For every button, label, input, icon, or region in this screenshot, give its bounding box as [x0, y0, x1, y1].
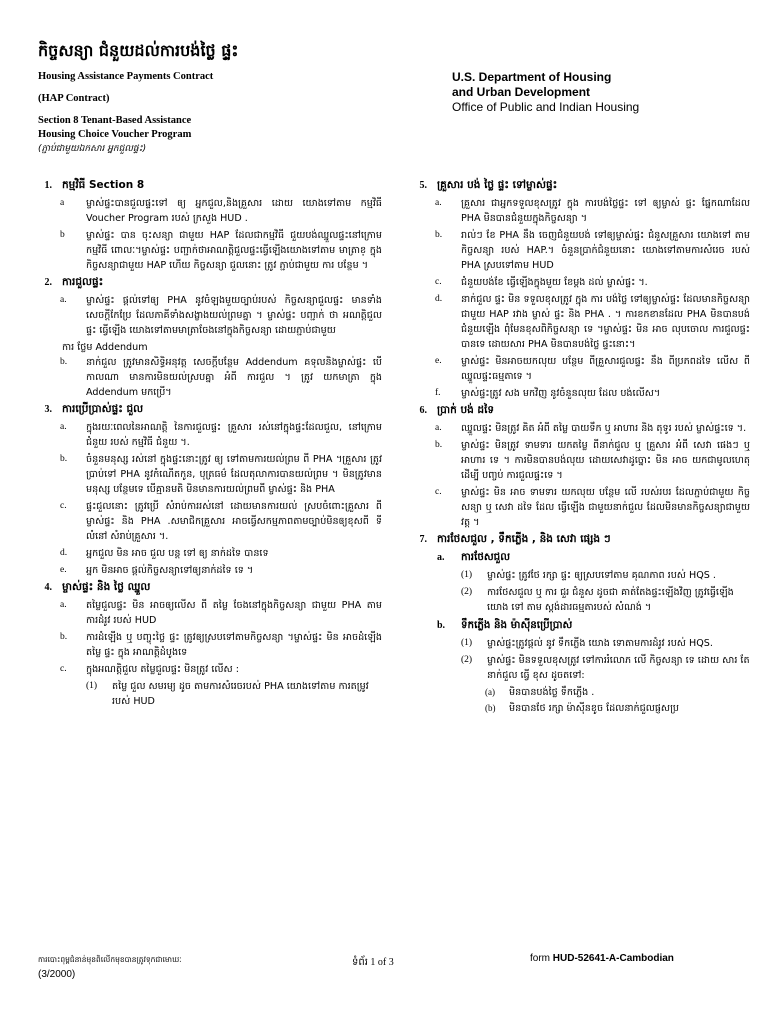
section-5-a: a. គ្រួសារ ជាអ្នកទទួលខុសត្រូវ ក្នុង ការបង់ថ្លៃផ្ទះ ទៅ ឲ្យម្ចាស់ ផ្ទះ ផ្នែកណាដែល PHA មិនបានជំនួយក្នុងកិច្ចសន្យា ។ [435, 198, 750, 224]
section-7-a-1: (1) ម្ចាស់ផ្ទះ ត្រូវថែ រក្សា ផ្ទះ ឲ្យស្របទៅតាម គុណភាព របស់ HQS . [461, 570, 716, 581]
contract-name: Housing Assistance Payments Contract [38, 71, 214, 82]
contract-header [38, 70, 338, 156]
form-prefix: form [530, 953, 550, 964]
right-column [405, 178, 750, 717]
section-3-e: e. អ្នក មិនអាច ផ្តល់កិច្ចសន្យាទៅឲ្យនាក់ដទៃ ទេ ។ [60, 565, 254, 576]
section-2-a: a. ម្ចាស់ផ្ទះ ផ្តល់ទៅឲ្យ PHA នូវចំឡងមួយច្បាប់របស់ កិច្ចសន្យាជួលផ្ទះ មានទាំងសេចក្តីកែប្រែ ដែលភាគីទាំងសង្ខាងយល់ព្រមគ្នា ។ ម្ចាស់ផ្ទះ បញ្ជាក់ ថា អណត្តិជួលផ្ទះ ធ្វើឡើង យោងទៅតាមមាត្រាចែងនៅក្នុងកិច្ចសន្យា ដោយភ្ជាប់ជាមួយ [60, 295, 382, 336]
department-line-1: U.S. Department of Housing [452, 70, 612, 84]
section-7-b-1: (1) ម្ចាស់ផ្ទះត្រូវផ្តល់ នូវ ទឹកភ្លើង យោង ទោតាមការដំរូវ របស់ HQS. [461, 638, 713, 649]
section-4-c: c. ក្នុងអណត្តិជួល តម្លៃជួលផ្ទះ មិនត្រូវ លើស : [60, 664, 239, 675]
section-7-b-2-b: (b) មិនបានថែ រក្សា ម៉ាស៊ីនខូច ដែលនាក់ជួលផ្ញសប្រ [485, 703, 680, 714]
department-office: Office of Public and Indian Housing [452, 100, 640, 114]
left-column [30, 178, 382, 711]
page-number [352, 955, 394, 970]
section-5-c: c. ជំនួយបង់ខែ ធ្វើឡើងក្នុងមួយ ខែម្តង ដល់ ម្ចាស់ផ្ទះ ។. [435, 277, 648, 288]
section-4-c-1: (1) តម្លៃ ជួល សមរម្យ ដូច តាមការសំរេចរបស់ PHA យោងទៅតាម ការតម្រូវ របស់ HUD [86, 681, 369, 707]
page-label: ទំព័រ [352, 957, 368, 968]
section-7-a-heading: a. ការថែសជួល [437, 551, 511, 563]
footer-date: (3/2000) [38, 969, 76, 980]
section-5-heading: 5. គ្រួសារ បង់ ថ្លៃ ផ្ទះ ទៅម្ចាស់ផ្ទះ [419, 179, 558, 191]
section-4-b: b. ការដំឡើង ឬ បញ្ចុះថ្លៃ ផ្ទះ ត្រូវឲ្យស្របទៅតាមកិច្ចសន្យា ។ម្ចាស់ផ្ទះ មិន អាចដំឡើង តម្លៃ ផ្ទះ ក្នុង អាណត្តិដំបូងទេ [60, 632, 382, 658]
section-1-heading: 1. កម្មវិធី Section 8 [44, 179, 145, 191]
department-line-2: and Urban Development [452, 85, 591, 99]
section-7-b-2-a: (a) មិនបានបង់ថ្លៃ ទឹកភ្លើង . [485, 687, 595, 698]
section-5-b: b. រាល់ៗ ខែ PHA នឹង ចេញជំនួយបង់ ទៅឲ្យម្ចាស់ផ្ទះ ជំនួសគ្រួសារ យោងទៅ តាម កិច្ចសន្យា របស់ HAP.។ ចំនួនប្រាក់ជំនួយនោះ យោងទៅតាមការសំរេច របស់ PHA ស្របទៅតាម HUD [435, 230, 750, 271]
section-4-heading: 4. ម្ចាស់ផ្ទះ និង ថ្លៃ ឈ្នួល [44, 581, 151, 593]
document-title: កិច្ចសន្យា ជំនួយដល់ការបង់ថ្លៃ ផ្ទះ [38, 41, 239, 60]
program-note: (ភ្ជាប់ជាមួយឯកសារ អ្នកជួលផ្ទះ) [38, 144, 147, 154]
section-3-b: b. ចំនួនមនុស្ស រស់នៅ ក្នុងផ្ទះនោះត្រូវ ឲ្យ ទៅតាមការយល់ព្រម ពី PHA ។គ្រួសារ ត្រូវ ប្រាប់ទៅ PHA នូវកំណើតកូន, បុត្រធម៌ ដែលតុលាការបានយល់ព្រម ។ មិនត្រូវមានមនុស្ស បន្ថែមទេ បើគ្មានមតិ មិនមានការយល់ព្រមពី ម្ចាស់ផ្ទះ និង PHA [60, 454, 382, 495]
section-7-heading: 7. ការថែសជួល , ទឹកភ្លើង , និង សេវា ផ្សេង ៗ [419, 533, 611, 545]
page-value: 1 of 3 [370, 957, 394, 968]
section-5-f: f. ម្ចាស់ផ្ទះត្រូវ សង មកវិញ នូវចំនួនលុយ ដែល បង់លើស។ [435, 388, 661, 399]
department-header [452, 70, 752, 115]
section-6-heading: 6. ប្រាក់ បង់ ដទៃ [419, 404, 495, 416]
section-7-b-heading: b. ទឹកភ្លើង និង ម៉ាស៊ីនប្រើប្រាស់ [437, 619, 573, 631]
section-1-b: b ម្ចាស់ផ្ទះ បាន ចុះសន្យា ជាមួយ HAP ដែលជាកម្មវិធី ជួយបង់ឈ្នួលផ្ទះនៅក្រោមកម្មវិធី ពោលៈ។ម្ចាស់ផ្ទះ បញ្ជាក់ថាអាណត្តិជួលផ្ទះធ្វើឡើងយោងទៅតាម មាត្រាខ្ ក្នុងកិច្ចសន្យាជាមួយ HAP ហើយ កិច្ចសន្យា ជួលនោះ ត្រូវ ភ្ជាប់ជាមួយ ការ បន្ថែម ។ [60, 230, 382, 271]
section-6-a: a. ឈ្នួលផ្ទះ មិនត្រូវ គិត អំពី តម្លៃ បាយទឹក ឬ អាហារ និង តុទូរ របស់ ម្ចាស់ផ្ទះទេ ។. [435, 423, 747, 434]
section-3-heading: 3. ការប្រើប្រាស់ផ្ទះ ជួល [44, 403, 144, 415]
section-7-b-2: (2) ម្ចាស់ផ្ទះ មិនទទួលខុសត្រូវ ទៅការរំលោភ លើ កិច្ចសន្យា ទេ ដោយ សារ តែ នាក់ជួល ធ្វើ ខុស ដូចតទៅ: [461, 655, 750, 681]
contract-abbr: (HAP Contract) [38, 93, 110, 104]
section-5-d: d. នាក់ជួល ផ្ទះ មិន ទទួលខុសត្រូវ ក្នុង ការ បង់ថ្លៃ ទៅឲ្យម្ចាស់ផ្ទះ ដែលមានកិច្ចសន្យា ជាមួយ HAP រវាង ម្ចាស់ ផ្ទះ និង PHA . ។ ការខកខានដែល PHA មិនបានបង់ជំនួយឡើង ពុំមែនខុសពិកិច្ចសន្យា ទេ ។ម្ចាស់ផ្ទះ មិន អាច លុបចោល ការជួលផ្ទះបានទេ ដោយសារ PHA មិនបានបង់ថ្លៃ ផ្ទះនោះ។ [435, 294, 750, 350]
section-2-a-continued: ការ ថ្លែម Addendum [62, 342, 148, 353]
form-id: HUD-52641-A-Cambodian [552, 953, 674, 964]
section-3-d: d. អ្នកជួល មិន អាច ជួល បន្ត ទៅ ឲ្យ នាក់ដទៃ បានទេ [60, 548, 269, 559]
section-6-b: b. ម្ចាស់ផ្ទះ មិនត្រូវ ទាមទារ យកតម្លៃ ពីនាក់ជួល ឬ គ្រួសារ អំពី សេវា ផេងៗ ឬ អាហារ ទេ ។ ការមិនបានបង់លុយ ដោយសេវាដូច្នោះ មិន អាច យកជាមូលហេតុដើម្បី បញ្ចប់ ការជួលផ្ទះទេ ។ [435, 440, 750, 481]
section-2-heading: 2. ការជួលផ្ទះ [44, 276, 104, 288]
section-1-a: a ម្ចាស់ផ្ទះបានជួលផ្ទះទៅ ឲ្យ អ្នកជួល,និងគ្រួសារ ដោយ យោងទៅតាម កម្មវិធី Voucher Program របស់ ក្រសួង HUD . [60, 198, 382, 224]
footer-note: ការបោះពុម្ពជំនាន់មុនពិលើកមុខបានត្រូវទុកជាមោឃៈ [38, 955, 182, 964]
section-3-c: c. ផ្ទះជួលនោះ ត្រូវប្រើ សំរាប់ការរស់នៅ ដោយមានការយល់ ស្របចំពោះគ្រួសារ ពី ម្ចាស់ផ្ទះ និង PHA .សមាជិកគ្រួសារ អាចធ្វើសកម្មភាពតាមច្បាប់មិនឲ្យខុសពី ទីលំនៅ សំរាប់គ្រួសារ ។. [60, 501, 382, 542]
section-2-b: b. នាក់ជួល ត្រូវមានសិទ្ធិអនុវត្ត សេចក្តីបន្ថែម Addendum គទុលនិងម្ចាស់ផ្ទះ បើកាលណា មានការមិនយល់ស្របគ្នា អំពី ការជួល ។ ត្រូវ យកមាត្រា ក្នុង Addendum មកប្រើ។ [60, 357, 382, 398]
section-4-a: a. តម្លៃជួលផ្ទះ មិន អាចឲ្យលើស ពី តម្លៃ ចែងនៅក្នុងកិច្ចសន្យា ជាមួយ PHA តាមការដំរូវ របស់ HUD [60, 600, 382, 626]
form-number [530, 953, 674, 964]
section-6-c: c. ម្ចាស់ផ្ទះ មិន អាច ទាមទារ យកលុយ បន្ថែម លើ របស់របរ ដែលភ្ជាប់ជាមួយ កិច្ចសន្យា ឬ សេវា ដទៃ ដែល ធ្វើឡើង ជាមួយនាក់ជួល ដែលមិនមានកិច្ចសន្យាជាមួយ វត្ត ។ [435, 487, 750, 528]
section-7-a-2: (2) ការថែសជួល ឬ ការ ជួរ ជំនួស ដូចជា គាត់តែងផ្ទះឡើងវិញ ត្រូវធ្វើឡើង យោង ទៅ តាម ស្តង់ដារធម្មតារបស់ សំណង់ ។ [461, 587, 734, 613]
section-5-e: e. ម្ចាស់ផ្ទះ មិនអាចយកលុយ បន្ថែម ពីគ្រួសារជួលផ្ទះ នឹង ពីប្រភពដទៃ លើស ពីឈ្នួលផ្ទះធម្មតាទេ ។ [435, 356, 750, 382]
program-line-1: Section 8 Tenant-Based Assistance [38, 115, 192, 126]
section-3-a: a. ក្នុងរយៈពេលនៃអាណត្តិ នៃការជួលផ្ទះ គ្រួសារ រស់នៅក្នុងផ្ទះដែលជួល, នៅក្រោម ជំនួយ របស់ កម្មវិធី ជំនួយ ។. [60, 422, 382, 448]
program-line-2: Housing Choice Voucher Program [38, 129, 192, 140]
